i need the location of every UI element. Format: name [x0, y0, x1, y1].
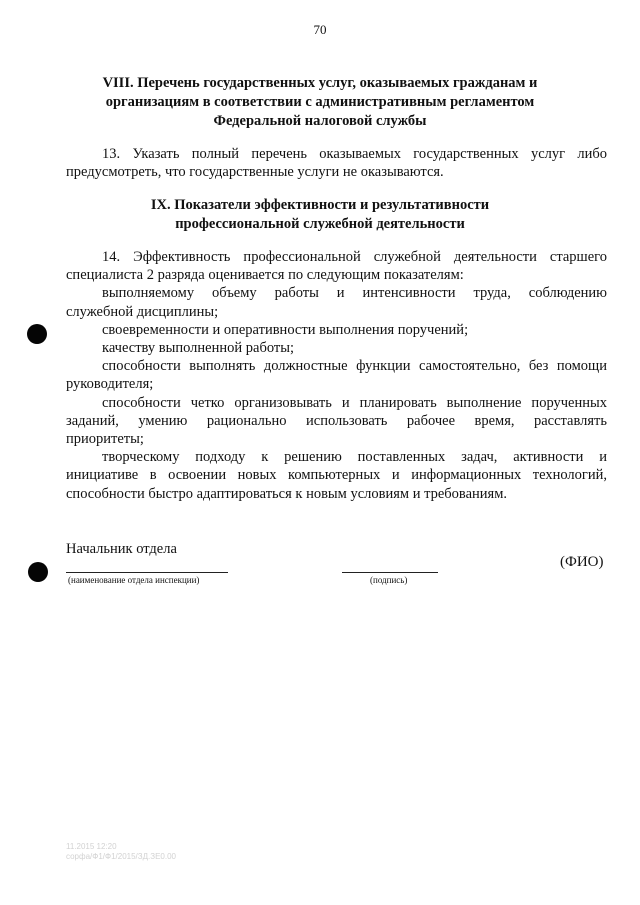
paragraph-13 [66, 145, 607, 181]
section-8-heading-line: VIII. Перечень государственных услуг, оказываемых гражданам и [102, 75, 538, 91]
paragraph-14-line: инициативе в освоении новых компьютерных и информационных технологий, [66, 467, 607, 484]
section-8-heading [80, 74, 560, 131]
paragraph-14-line: специалиста 2 разряда оценивается по следующим показателям: [66, 267, 464, 284]
paragraph-14 [66, 248, 607, 503]
paragraph-13-line: предусмотреть, что государственные услуги не оказываются. [66, 164, 444, 181]
section-9-heading-line: профессиональной служебной деятельности [175, 216, 465, 232]
signature-title: Начальник отдела [66, 541, 177, 557]
paragraph-14-line: выполняемому объему работы и интенсивности труда, соблюдению [102, 285, 607, 302]
paragraph-14-line: служебной дисциплины; [66, 303, 219, 320]
paragraph-13-line: 13. Указать полный перечень оказываемых государственных услуг либо [102, 146, 607, 162]
punch-hole [27, 324, 47, 344]
stamp-line: 11.2015 12:20 [66, 842, 117, 851]
section-8-heading-line: Федеральной налоговой службы [213, 113, 427, 129]
department-signature-line [66, 572, 228, 573]
paragraph-14-line: способности четко организовывать и планировать выполнение порученных [102, 394, 607, 411]
paragraph-14-line: своевременности и оперативности выполнения поручений; [102, 321, 469, 338]
paragraph-14-line: 14. Эффективность профессиональной служебной деятельности старшего [102, 249, 607, 265]
paragraph-14-line: способности быстро адаптироваться к новым условиям и требованиям. [66, 485, 508, 502]
faint-stamp [66, 842, 176, 862]
fio-label: (ФИО) [560, 554, 604, 570]
paragraph-14-line: заданий, умению рационально использовать рабочее время, расставлять [66, 412, 607, 429]
paragraph-14-line: приоритеты; [66, 431, 144, 448]
department-caption: (наименование отдела инспекции) [68, 575, 200, 585]
section-9-heading [80, 196, 560, 234]
signature-caption: (подпись) [370, 575, 408, 585]
paragraph-14-line: творческому подходу к решению поставленных задач, активности и [102, 449, 607, 466]
section-8-heading-line: организациям в соответствии с административным регламентом [105, 94, 535, 110]
page-number: 70 [313, 22, 327, 37]
section-9-heading-line: IX. Показатели эффективности и результативности [150, 197, 490, 213]
paragraph-14-line: способности выполнять должностные функции самостоятельно, без помощи [102, 358, 607, 375]
punch-hole [28, 562, 48, 582]
stamp-line: сорфа/Ф1/Ф1/2015/ЗД.ЗЕ0.00 [66, 852, 176, 861]
paragraph-14-line: руководителя; [66, 376, 154, 393]
paragraph-14-line: качеству выполненной работы; [102, 340, 294, 357]
signature-line [342, 572, 438, 573]
